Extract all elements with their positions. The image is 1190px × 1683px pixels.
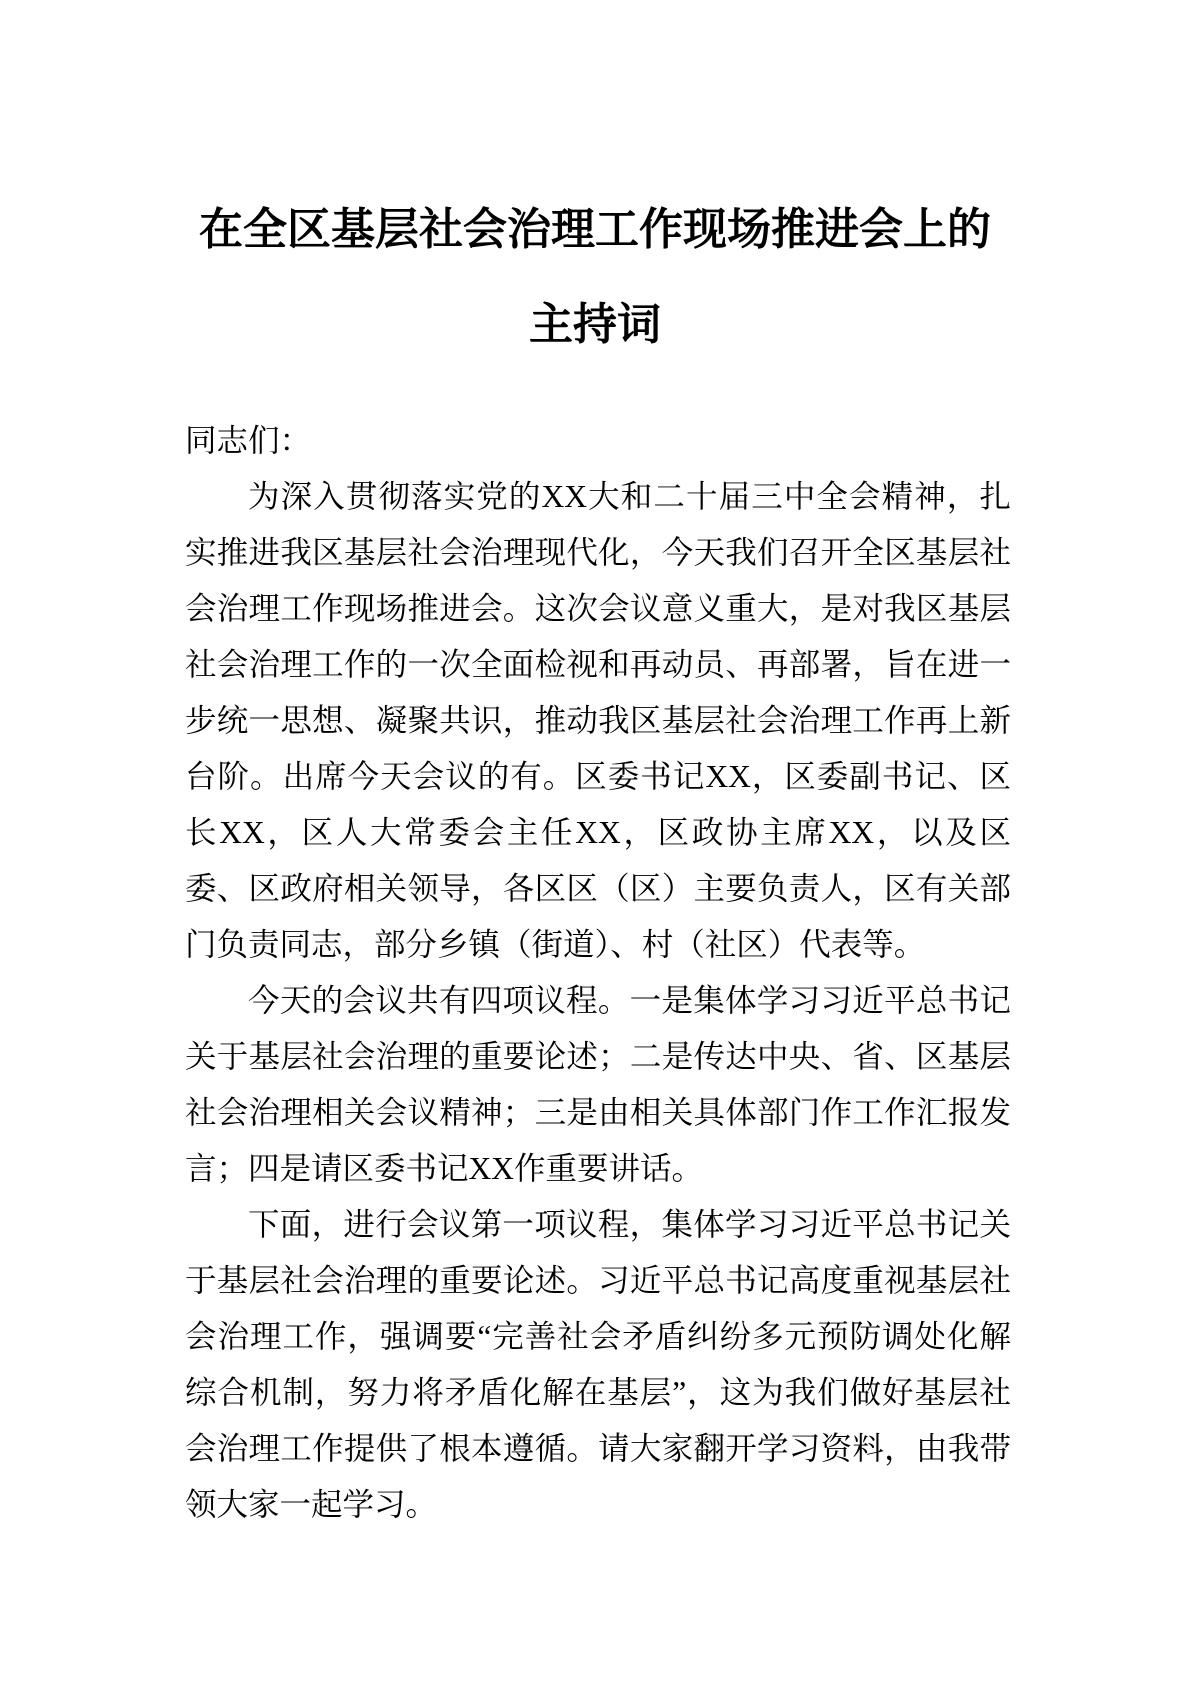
paragraph-salutation: 同志们： bbox=[185, 423, 312, 458]
document-body bbox=[185, 413, 1011, 1533]
paragraph-first-agenda-item: 下面，进行会议第一项议程，集体学习习近平总书记关于基层社会治理的重要论述。习近平总书记高度重视基层社会治理工作，强调要“完善社会矛盾纠纷多元预防调处化解综合机制，努力将矛盾化解在基层”，这为我们做好基层社会治理工作提供了根本遵循。请大家翻开学习资料，由我带领大家一起学习。 bbox=[185, 1207, 1011, 1522]
paragraph-opening: 为深入贯彻落实党的XX大和二十届三中全会精神，扎实推进我区基层社会治理现代化，今天我们召开全区基层社会治理工作现场推进会。这次会议意义重大，是对我区基层社会治理工作的一次全面检视和再动员、再部署，旨在进一步统一思想、凝聚共识，推动我区基层社会治理工作再上新台阶。出席今天会议的有。区委书记XX，区委副书记、区长XX，区人大常委会主任XX，区政协主席XX，以及区委、区政府相关领导，各区区（区）主要负责人，区有关部门负责同志，部分乡镇（街道）、村（社区）代表等。 bbox=[185, 479, 1011, 962]
document-title bbox=[0, 0, 1190, 372]
title-line-2: 主持词 bbox=[529, 300, 661, 349]
title-line-1: 在全区基层社会治理工作现场推进会上的 bbox=[199, 205, 991, 254]
paragraph-agenda: 今天的会议共有四项议程。一是集体学习习近平总书记关于基层社会治理的重要论述；二是传达中央、省、区基层社会治理相关会议精神；三是由相关具体部门作工作汇报发言；四是请区委书记XX作重要讲话。 bbox=[185, 983, 1011, 1186]
